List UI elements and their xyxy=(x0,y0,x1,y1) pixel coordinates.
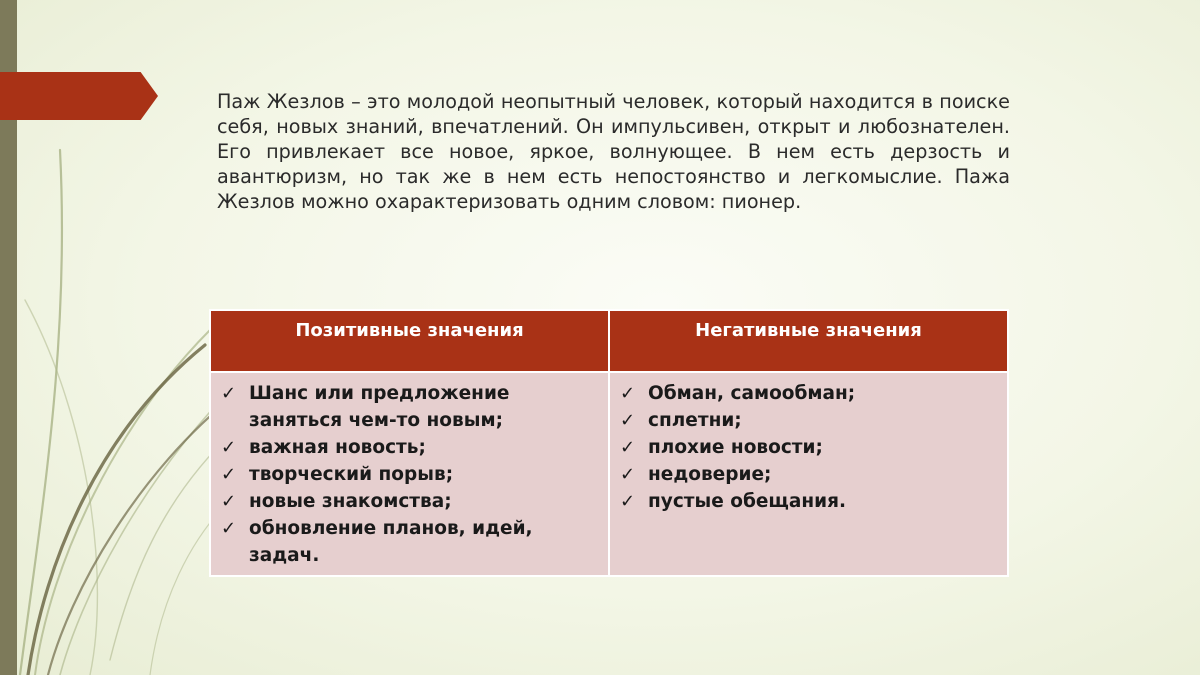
check-icon: ✓ xyxy=(620,464,636,485)
negative-cell xyxy=(609,372,1008,576)
header-negative: Негативные значения xyxy=(609,310,1008,372)
check-icon: ✓ xyxy=(620,491,636,512)
check-icon: ✓ xyxy=(221,518,237,539)
check-icon: ✓ xyxy=(620,437,636,458)
check-icon: ✓ xyxy=(620,410,636,431)
list-item: ✓ обновление планов, идей, задач. xyxy=(221,515,598,569)
meanings-table xyxy=(209,309,1009,577)
table-row xyxy=(210,372,1008,576)
check-icon: ✓ xyxy=(221,464,237,485)
swoosh-line xyxy=(20,150,62,675)
check-icon: ✓ xyxy=(221,491,237,512)
positive-list xyxy=(221,380,598,569)
arrow-accent-shape xyxy=(0,72,158,120)
check-icon: ✓ xyxy=(221,437,237,458)
list-item: ✓ плохие новости; xyxy=(620,434,997,461)
check-icon: ✓ xyxy=(221,383,237,404)
list-item: ✓ сплетни; xyxy=(620,407,997,434)
swoosh-line-dark xyxy=(48,395,235,675)
negative-list xyxy=(620,380,997,515)
list-item: ✓ новые знакомства; xyxy=(221,488,598,515)
list-item: ✓ Шанс или предложение заняться чем-то новым; xyxy=(221,380,598,434)
header-positive: Позитивные значения xyxy=(210,310,609,372)
swoosh-line xyxy=(25,300,97,675)
table-header-row xyxy=(210,310,1008,372)
list-item: ✓ важная новость; xyxy=(221,434,598,461)
intro-paragraph: Паж Жезлов – это молодой неопытный человек, который находится в поиске себя, новых знаний, впечатлений. Он импульсивен, открыт и любознателен. Его привлекает все новое, яркое, волнующее. В нем есть дерзость и авантюризм, но так же в нем есть непостоянство и легкомыслие. Пажа Жезлов можно охарактеризовать одним словом: пионер. xyxy=(217,90,1010,213)
list-item: ✓ недоверие; xyxy=(620,461,997,488)
check-icon: ✓ xyxy=(620,383,636,404)
positive-cell xyxy=(210,372,609,576)
list-item: ✓ Обман, самообман; xyxy=(620,380,997,407)
list-item: ✓ пустые обещания. xyxy=(620,488,997,515)
list-item: ✓ творческий порыв; xyxy=(221,461,598,488)
